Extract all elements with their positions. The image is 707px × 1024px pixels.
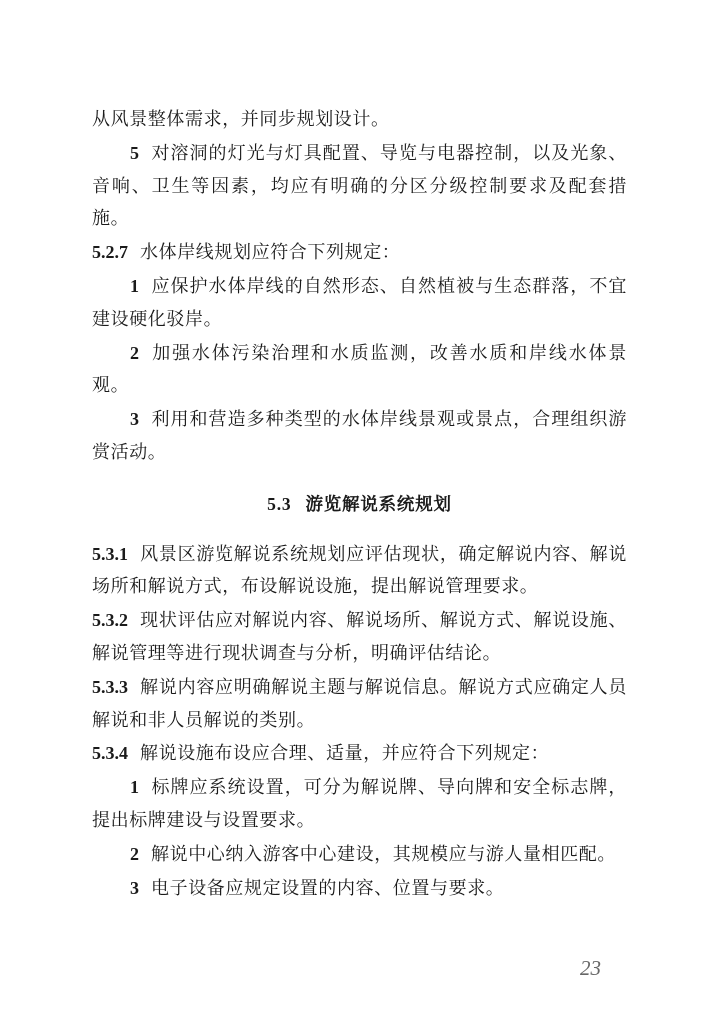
clause-number: 5.3.3 xyxy=(92,676,128,697)
clause-5-3-4 xyxy=(92,737,627,771)
body-text xyxy=(92,104,627,905)
list-item-3 xyxy=(92,872,627,906)
item-number: 3 xyxy=(130,409,139,430)
paragraph-text: 从风景整体需求，并同步规划设计。 xyxy=(92,109,390,130)
list-item-2 xyxy=(92,838,627,872)
clause-5-3-3 xyxy=(92,671,627,738)
clause-number: 5.3.4 xyxy=(92,743,128,764)
paragraph-text: 现状评估应对解说内容、解说场所、解说方式、解说设施、解说管理等进行现状调查与分析，明确评估结论。 xyxy=(92,610,627,664)
paragraph-text: 解说设施布设应合理、适量，并应符合下列规定： xyxy=(140,743,550,765)
paragraph-text: 水体岸线规划应符合下列规定： xyxy=(140,242,401,264)
list-item-1 xyxy=(92,270,627,337)
item-number: 2 xyxy=(130,843,139,864)
clause-5-3-1 xyxy=(92,538,627,605)
section-heading xyxy=(92,488,627,522)
paragraph-text: 标牌应系统设置，可分为解说牌、导向牌和安全标志牌，提出标牌建设与设置要求。 xyxy=(92,777,627,831)
list-item-5 xyxy=(92,137,627,236)
item-number: 1 xyxy=(130,275,139,296)
clause-5-3-2 xyxy=(92,604,627,671)
section-number: 5.3 xyxy=(267,493,292,514)
item-number: 5 xyxy=(130,142,139,163)
paragraph-continuation xyxy=(92,104,627,137)
list-item-1 xyxy=(92,771,627,838)
paragraph-text: 解说内容应明确解说主题与解说信息。解说方式应确定人员解说和非人员解说的类别。 xyxy=(92,676,627,731)
item-number: 3 xyxy=(130,877,139,898)
paragraph-text: 加强水体污染治理和水质监测，改善水质和岸线水体景观。 xyxy=(92,342,627,397)
paragraph-text: 对溶洞的灯光与灯具配置、导览与电器控制，以及光象、音响、卫生等因素，均应有明确的分区分级控制要求及配套措施。 xyxy=(92,142,627,230)
paragraph-text: 解说中心纳入游客中心建设，其规模应与游人量相匹配。 xyxy=(151,843,616,865)
section-title: 游览解说系统规划 xyxy=(305,494,452,515)
paragraph-text: 电子设备应规定设置的内容、位置与要求。 xyxy=(151,877,505,899)
item-number: 1 xyxy=(130,777,139,798)
paragraph-text: 应保护水体岸线的自然形态、自然植被与生态群落，不宜建设硬化驳岸。 xyxy=(92,275,627,330)
clause-5-2-7 xyxy=(92,236,627,270)
clause-number: 5.3.2 xyxy=(92,610,128,631)
paragraph-text: 利用和营造多种类型的水体岸线景观或景点，合理组织游赏活动。 xyxy=(92,409,627,463)
list-item-3 xyxy=(92,403,627,470)
page-number: 23 xyxy=(580,956,601,980)
item-number: 2 xyxy=(130,342,139,363)
paragraph-text: 风景区游览解说系统规划应评估现状，确定解说内容、解说场所和解说方式，布设解说设施，提出解说管理要求。 xyxy=(92,543,627,598)
clause-number: 5.2.7 xyxy=(92,242,128,263)
clause-number: 5.3.1 xyxy=(92,543,128,564)
list-item-2 xyxy=(92,337,627,404)
